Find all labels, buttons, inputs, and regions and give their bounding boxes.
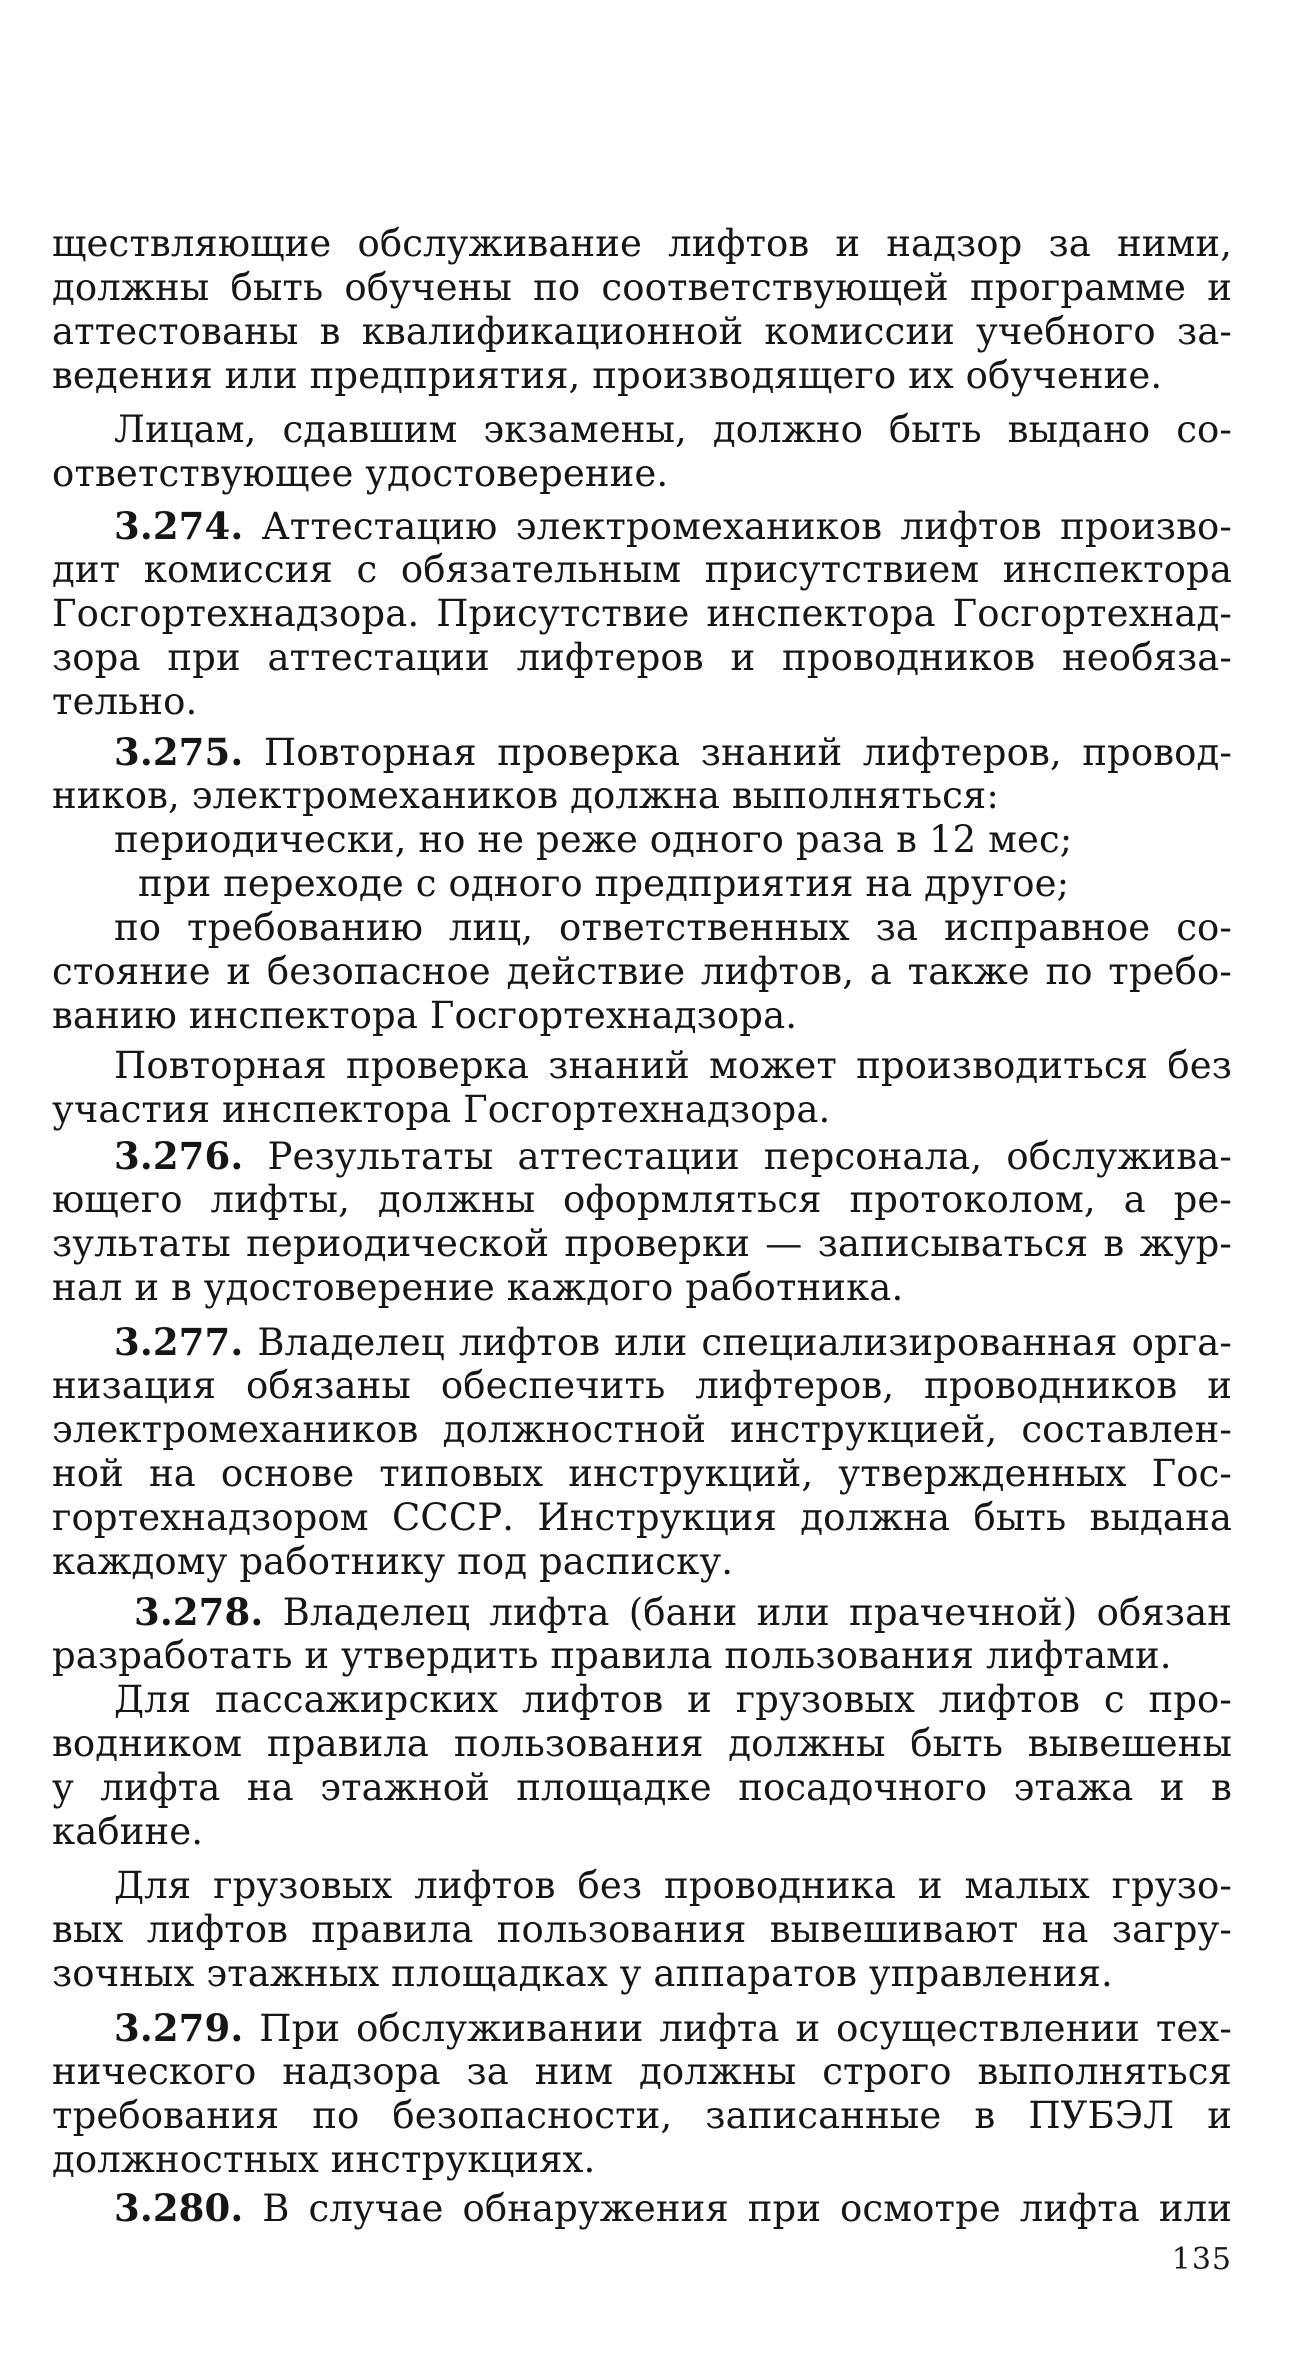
text-line: зочных этажных площадках у аппаратов управления. bbox=[52, 1952, 1113, 1995]
list-item-line: по требованию лиц, ответственных за исправное со- bbox=[114, 906, 1232, 949]
paragraph-start-line: 3.277. Владелец лифтов или специализированная орга- bbox=[114, 1320, 1232, 1364]
text-line: зультаты периодической проверки — записываться в жур- bbox=[52, 1222, 1232, 1265]
paragraph-start-line: 3.279. При обслуживании лифта и осуществлении тех- bbox=[114, 2006, 1232, 2050]
text-line: участия инспектора Госгортехнадзора. bbox=[52, 1088, 831, 1131]
text-line: тельно. bbox=[52, 680, 198, 723]
paragraph-start-line: 3.275. Повторная проверка знаний лифтеров, провод- bbox=[114, 730, 1232, 774]
paragraph-start-line: Для грузовых лифтов без проводника и малых грузо- bbox=[114, 1864, 1232, 1907]
text-line: аттестованы в квалификационной комиссии учебного за- bbox=[52, 310, 1232, 353]
text-line: водником правила пользования должны быть вывешены bbox=[52, 1722, 1232, 1765]
text-line: ванию инспектора Госгортехнадзора. bbox=[52, 994, 798, 1037]
text-line: нал и в удостоверение каждого работника. bbox=[52, 1266, 904, 1309]
section-number: 3.279. bbox=[114, 2006, 244, 2050]
text-line: разработать и утвердить правила пользования лифтами. bbox=[52, 1634, 1172, 1677]
text-line: кабине. bbox=[52, 1810, 204, 1853]
text-line: зора при аттестации лифтеров и проводников необяза- bbox=[52, 636, 1232, 679]
text-line: ведения или предприятия, производящего их обучение. bbox=[52, 354, 1163, 397]
paragraph-start-line: Повторная проверка знаний может производиться без bbox=[114, 1044, 1232, 1087]
section-number: 3.274. bbox=[114, 504, 244, 548]
text-line: должны быть обучены по соответствующей программе и bbox=[52, 266, 1232, 309]
paragraph-start-line: Лицам, сдавшим экзамены, должно быть выдано со- bbox=[114, 408, 1232, 451]
text-line: нического надзора за ним должны строго выполняться bbox=[52, 2050, 1232, 2093]
section-number: 3.277. bbox=[114, 1320, 244, 1364]
text-line: Госгортехнадзора. Присутствие инспектора Госгортехнад- bbox=[52, 592, 1232, 635]
text-line: ответствующее удостоверение. bbox=[52, 452, 669, 495]
page-number: 135 bbox=[1171, 2242, 1232, 2277]
section-number: 3.276. bbox=[114, 1134, 244, 1178]
section-number: 3.275. bbox=[114, 730, 244, 774]
list-item-line: периодически, но не реже одного раза в 12 мес; bbox=[114, 818, 1073, 861]
list-item-line: при переходе с одного предприятия на другое; bbox=[138, 862, 1070, 905]
text-line: у лифта на этажной площадке посадочного этажа и в bbox=[52, 1766, 1232, 1809]
paragraph-start-line: Для пассажирских лифтов и грузовых лифтов с про- bbox=[114, 1678, 1232, 1721]
text-line: электромехаников должностной инструкцией, составлен- bbox=[52, 1408, 1232, 1451]
text-line: ющего лифты, должны оформляться протоколом, а ре- bbox=[52, 1178, 1232, 1221]
text-line: ной на основе типовых инструкций, утвержденных Гос- bbox=[52, 1452, 1232, 1495]
text-line: каждому работнику под расписку. bbox=[52, 1540, 734, 1583]
text-line: стояние и безопасное действие лифтов, а также по требо- bbox=[52, 950, 1232, 993]
section-number: 3.280. bbox=[114, 2186, 244, 2230]
text-line: дит комиссия с обязательным присутствием инспектора bbox=[52, 548, 1232, 591]
text-line: низация обязаны обеспечить лифтеров, проводников и bbox=[52, 1364, 1232, 1407]
paragraph-start-line: 3.278. Владелец лифта (бани или прачечной) обязан bbox=[134, 1590, 1232, 1634]
paragraph-start-line: 3.274. Аттестацию электромехаников лифтов произво- bbox=[114, 504, 1232, 548]
text-line: требования по безопасности, записанные в ПУБЭЛ и bbox=[52, 2094, 1232, 2137]
paragraph-start-line: 3.280. В случае обнаружения при осмотре лифта или bbox=[114, 2186, 1232, 2230]
text-line: ществляющие обслуживание лифтов и надзор за ними, bbox=[52, 222, 1232, 265]
text-line: ников, электромехаников должна выполняться: bbox=[52, 774, 999, 817]
text-line: должностных инструкциях. bbox=[52, 2138, 596, 2181]
text-line: вых лифтов правила пользования вывешивают на загру- bbox=[52, 1908, 1232, 1951]
text-line: гортехнадзором СССР. Инструкция должна быть выдана bbox=[52, 1496, 1232, 1539]
section-number: 3.278. bbox=[134, 1590, 264, 1634]
paragraph-start-line: 3.276. Результаты аттестации персонала, обслужива- bbox=[114, 1134, 1232, 1178]
